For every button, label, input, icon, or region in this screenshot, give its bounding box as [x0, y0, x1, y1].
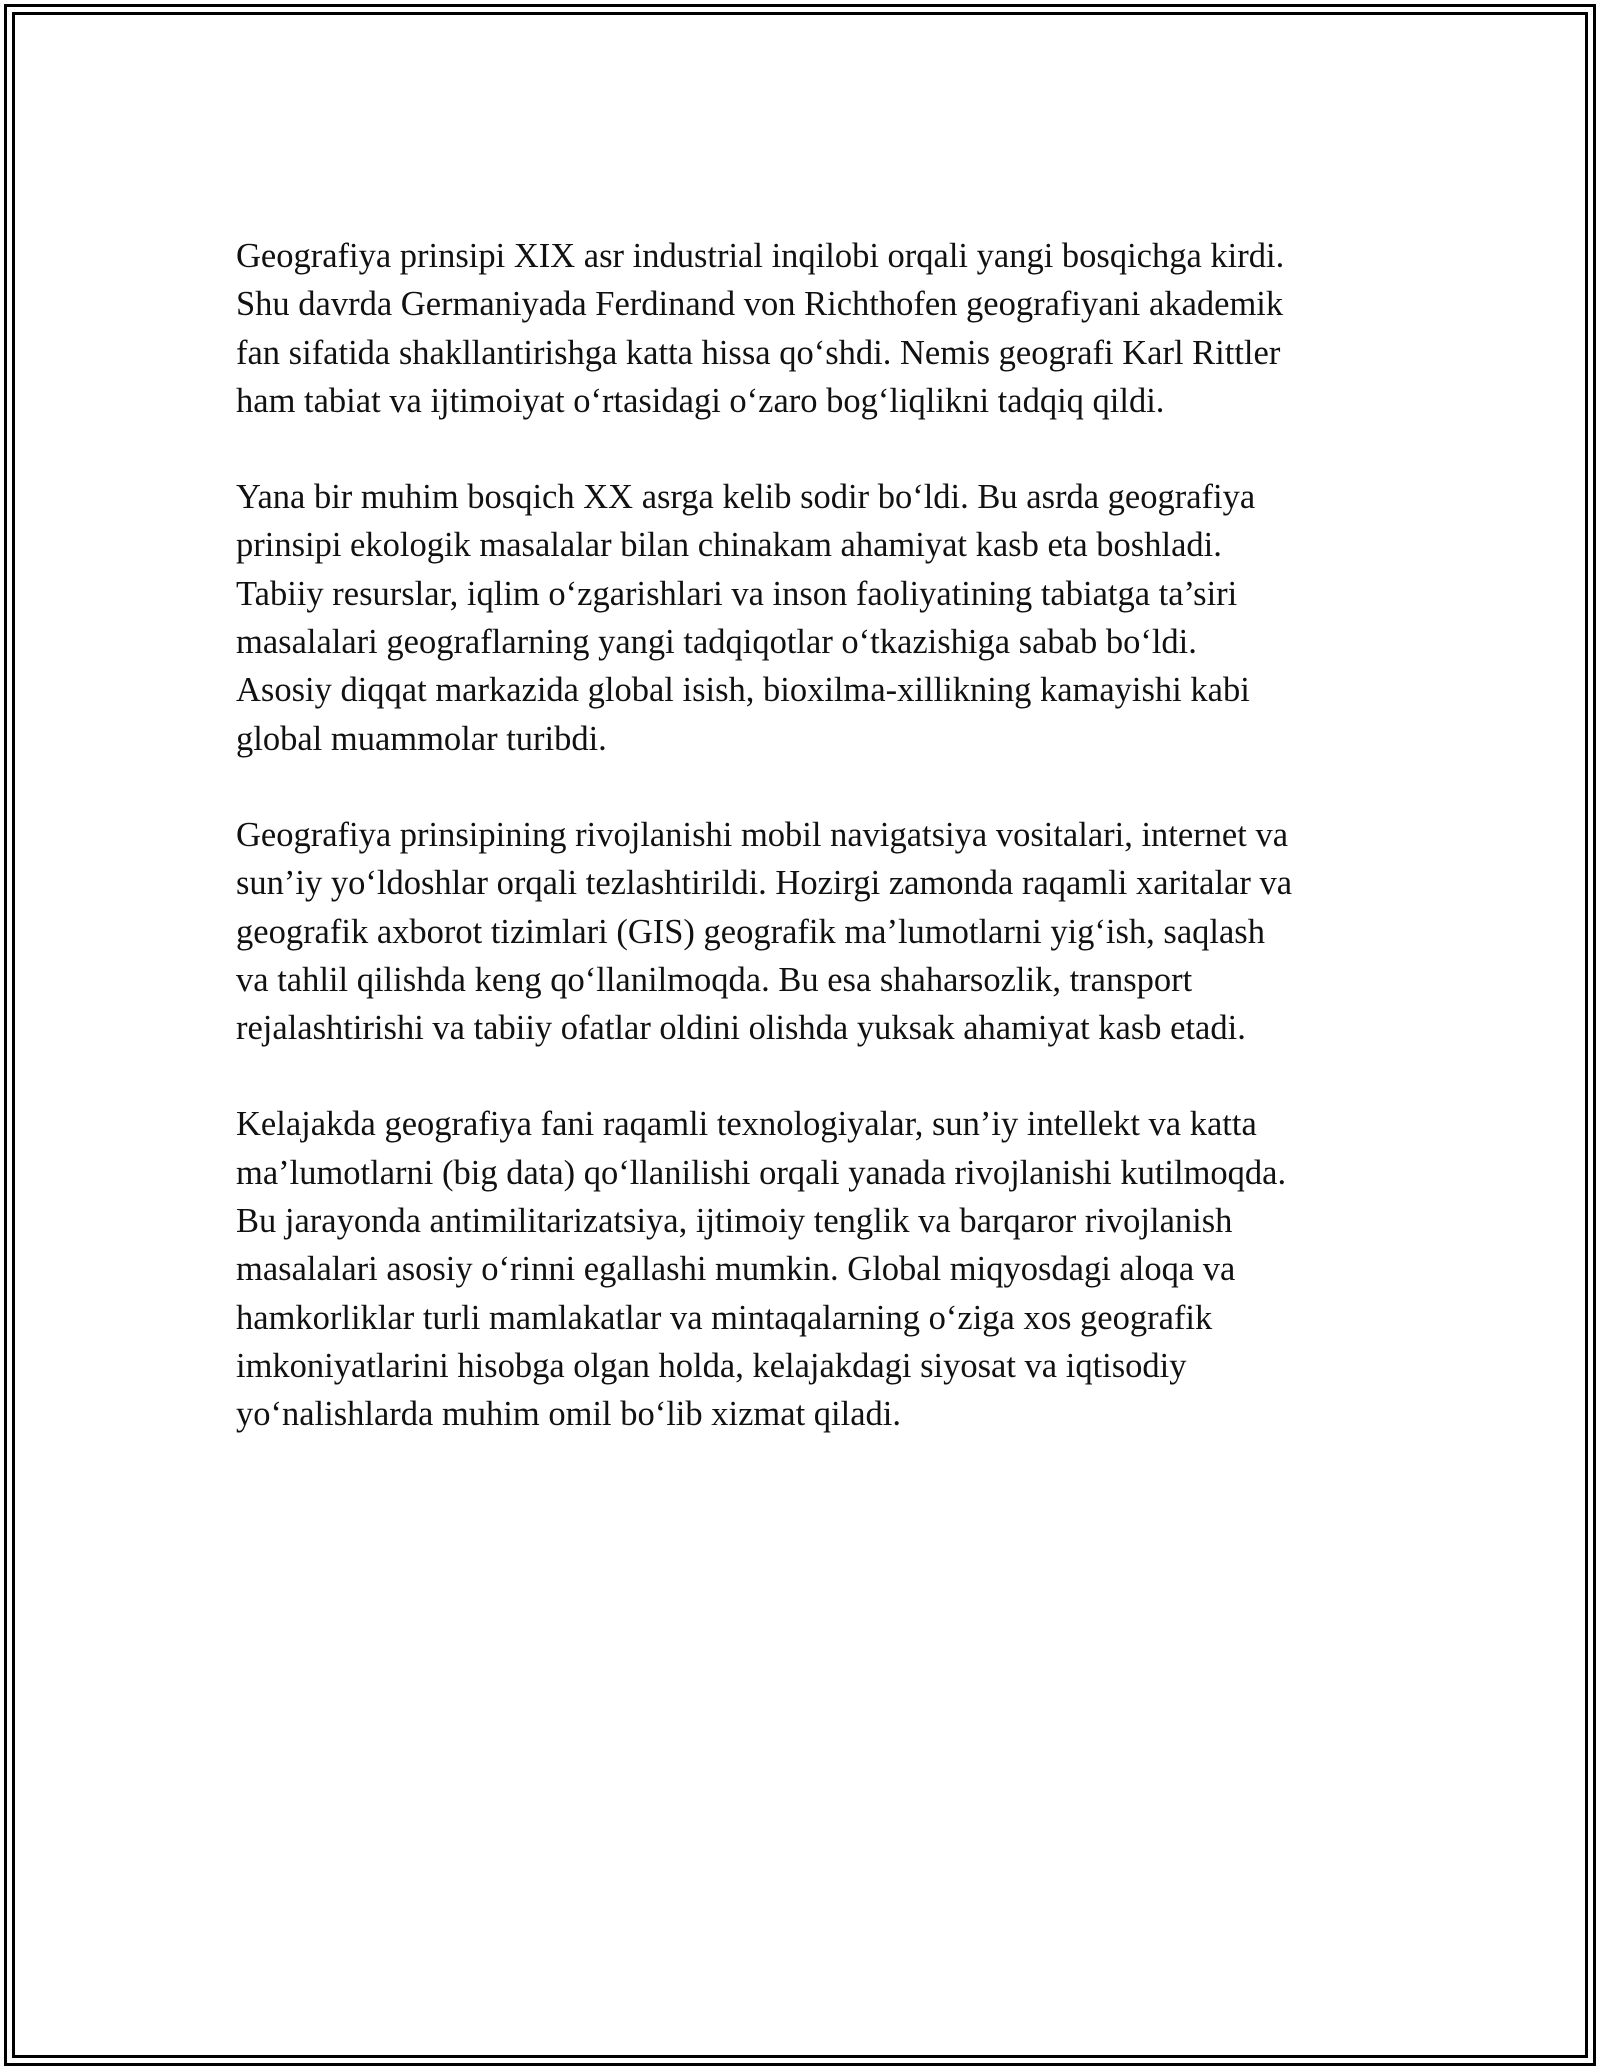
paragraph-2 [236, 473, 1366, 763]
paragraph-3 [236, 811, 1366, 1052]
text-line: Kelajakda geografiya fani raqamli texnologiyalar, sun’iy intellekt va katta [236, 1105, 1257, 1144]
text-line: Asosiy diqqat markazida global isish, bioxilma-xillikning kamayishi kabi [236, 671, 1250, 710]
text-line: masalalari asosiy o‘rinni egallashi mumkin. Global miqyosdagi aloqa va [236, 1250, 1236, 1289]
text-line: prinsipi ekologik masalalar bilan chinakam ahamiyat kasb eta boshladi. [236, 526, 1222, 565]
text-line: ma’lumotlarni (big data) qo‘llanilishi orqali yanada rivojlanishi kutilmoqda. [236, 1153, 1287, 1192]
paragraph-1 [236, 232, 1366, 425]
text-line: yo‘nalishlarda muhim omil bo‘lib xizmat qiladi. [236, 1395, 901, 1434]
text-line: Tabiiy resurslar, iqlim o‘zgarishlari va inson faoliyatining tabiatga ta’siri [236, 574, 1238, 613]
text-line: Yana bir muhim bosqich XX asrga kelib sodir bo‘ldi. Bu asrda geografiya [236, 478, 1256, 517]
text-line: fan sifatida shakllantirishga katta hissa qo‘shdi. Nemis geografi Karl Rittler [236, 333, 1281, 372]
text-line: masalalari geograflarning yangi tadqiqotlar o‘tkazishiga sabab bo‘ldi. [236, 623, 1197, 662]
paragraph-4 [236, 1100, 1366, 1438]
text-line: geografik axborot tizimlari (GIS) geografik ma’lumotlarni yig‘ish, saqlash [236, 912, 1265, 951]
text-line: sun’iy yo‘ldoshlar orqali tezlashtirildi. Hozirgi zamonda raqamli xaritalar va [236, 864, 1293, 903]
text-line: imkoniyatlarini hisobga olgan holda, kelajakdagi siyosat va iqtisodiy [236, 1346, 1187, 1385]
text-line: global muammolar turibdi. [236, 719, 607, 758]
text-line: Shu davrda Germaniyada Ferdinand von Richthofen geografiyani akademik [236, 285, 1284, 324]
text-line: ham tabiat va ijtimoiyat o‘rtasidagi o‘zaro bog‘liqlikni tadqiq qildi. [236, 381, 1165, 420]
text-line: Geografiya prinsipi XIX asr industrial inqilobi orqali yangi bosqichga kirdi. [236, 237, 1285, 275]
text-line: va tahlil qilishda keng qo‘llanilmoqda. Bu esa shaharsozlik, transport [236, 960, 1193, 999]
document-body [236, 232, 1366, 1487]
text-line: hamkorliklar turli mamlakatlar va mintaqalarning o‘ziga xos geografik [236, 1298, 1213, 1337]
text-line: Geografiya prinsipining rivojlanishi mobil navigatsiya vositalari, internet va [236, 815, 1289, 854]
text-line: rejalashtirishi va tabiiy ofatlar oldini olishda yuksak ahamiyat kasb etadi. [236, 1009, 1246, 1048]
text-line: Bu jarayonda antimilitarizatsiya, ijtimoiy tenglik va barqaror rivojlanish [236, 1202, 1233, 1241]
